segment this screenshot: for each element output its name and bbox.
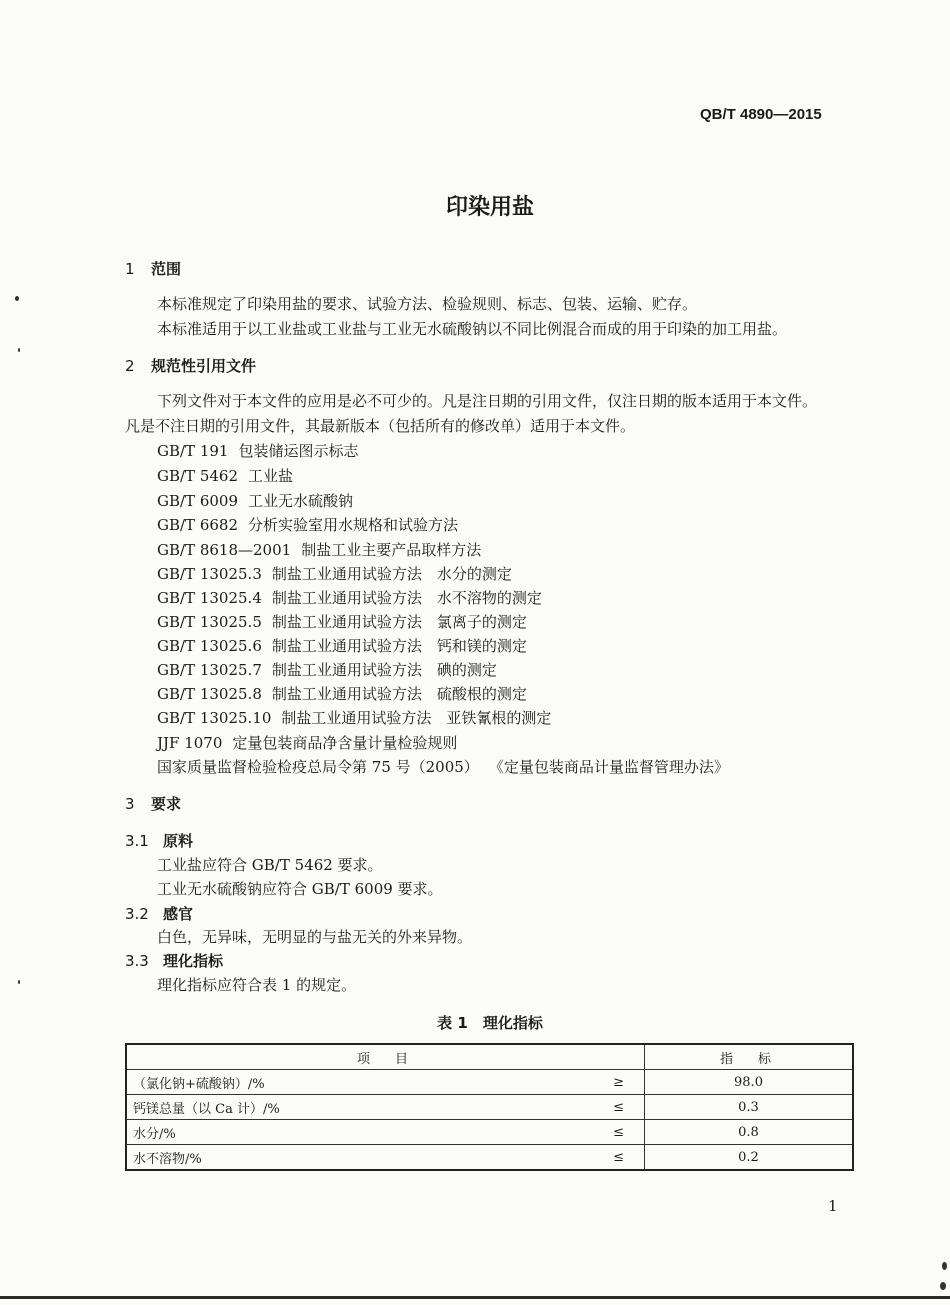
- table-header-value: 指 标: [645, 1044, 854, 1070]
- table-cell-operator: ≥: [508, 1070, 645, 1095]
- section-1-paragraph-2: 本标准适用于以工业盐或工业盐与工业无水硫酸钠以不同比例混合而成的用于印染的加工用盐。: [157, 320, 788, 338]
- reference-item: [157, 635, 527, 656]
- reference-item: [157, 587, 542, 608]
- subsection-number: 3.3: [125, 952, 149, 970]
- physicochemical-table: [125, 1043, 854, 1171]
- section-2-heading: [125, 355, 256, 376]
- reference-item: [157, 611, 527, 632]
- section-number: 3: [125, 795, 135, 813]
- table-caption: 表 1 理化指标: [437, 1014, 543, 1032]
- reference-code: GB/T 13025.4: [157, 589, 262, 607]
- table-cell-value: 0.3: [645, 1095, 854, 1120]
- reference-item: [157, 440, 358, 461]
- table-row: [126, 1095, 853, 1120]
- reference-title: 制盐工业通用试验方法 硫酸根的测定: [271, 685, 527, 703]
- reference-title: 分析实验室用水规格和试验方法: [248, 516, 459, 534]
- scan-speck: [18, 348, 20, 352]
- reference-item: [157, 465, 293, 486]
- table-cell-item: 水不溶物/%: [126, 1145, 508, 1171]
- subsection-number: 3.2: [125, 905, 149, 923]
- table-header-row: [126, 1044, 853, 1070]
- table-cell-operator: ≤: [508, 1145, 645, 1171]
- reference-title: 工业盐: [248, 467, 294, 485]
- reference-code: GB/T 13025.7: [157, 661, 262, 679]
- section-title: 要求: [151, 795, 182, 813]
- reference-item: [157, 563, 512, 584]
- table-cell-operator: ≤: [508, 1120, 645, 1145]
- reference-item: [157, 683, 527, 704]
- reference-code: GB/T 6682: [157, 516, 239, 534]
- subsection-title: 原料: [163, 832, 194, 850]
- subsection-3-2-heading: [125, 903, 193, 924]
- reference-item: [157, 707, 551, 728]
- document-title: 印染用盐: [445, 195, 534, 220]
- reference-title: 制盐工业通用试验方法 水不溶物的测定: [271, 589, 542, 607]
- section-1-heading: [125, 258, 181, 279]
- reference-item: [157, 539, 481, 560]
- reference-title: 制盐工业通用试验方法 钙和镁的测定: [271, 637, 527, 655]
- reference-title: 制盐工业通用试验方法 碘的测定: [271, 661, 497, 679]
- reference-title: 制盐工业通用试验方法 水分的测定: [271, 565, 512, 583]
- reference-title: 《定量包装商品计量监督管理办法》: [488, 758, 729, 776]
- table-row: [126, 1070, 853, 1095]
- reference-title: 工业无水硫酸钠: [248, 492, 354, 510]
- subsection-title: 感官: [163, 905, 194, 923]
- section-3-heading: [125, 793, 181, 814]
- table-row: [126, 1145, 853, 1171]
- reference-title: 制盐工业通用试验方法 氯离子的测定: [271, 613, 527, 631]
- reference-code: 国家质量监督检验检疫总局令第 75 号（2005）: [157, 758, 479, 776]
- reference-code: GB/T 6009: [157, 492, 239, 510]
- scan-speck: [940, 1282, 946, 1290]
- reference-code: GB/T 13025.8: [157, 685, 262, 703]
- scan-edge-line: [0, 1296, 950, 1299]
- reference-title: 包装储运图示标志: [238, 442, 359, 460]
- subsection-3-1-line-2: 工业无水硫酸钠应符合 GB/T 6009 要求。: [157, 880, 443, 898]
- section-title: 范围: [151, 260, 182, 278]
- reference-code: GB/T 13025.10: [157, 709, 272, 727]
- reference-code: GB/T 13025.5: [157, 613, 262, 631]
- table-row: [126, 1120, 853, 1145]
- section-1-paragraph-1: 本标准规定了印染用盐的要求、试验方法、检验规则、标志、包装、运输、贮存。: [157, 295, 698, 313]
- scan-speck: [942, 1262, 947, 1270]
- section-2-intro-line-2: 凡是不注日期的引用文件，其最新版本（包括所有的修改单）适用于本文件。: [125, 417, 636, 435]
- reference-title: 制盐工业主要产品取样方法: [301, 541, 482, 559]
- reference-item: [157, 514, 458, 535]
- table-cell-operator: ≤: [508, 1095, 645, 1120]
- subsection-3-2-line-1: 白色，无异味，无明显的与盐无关的外来异物。: [157, 928, 473, 946]
- reference-item: [157, 732, 457, 753]
- subsection-3-3-heading: [125, 950, 223, 971]
- reference-code: GB/T 191: [157, 442, 229, 460]
- table-cell-value: 98.0: [645, 1070, 854, 1095]
- table-cell-value: 0.2: [645, 1145, 854, 1171]
- subsection-3-1-line-1: 工业盐应符合 GB/T 5462 要求。: [157, 856, 383, 874]
- section-number: 1: [125, 260, 135, 278]
- standard-number: QB/T 4890—2015: [700, 106, 822, 123]
- table-cell-item: 水分/%: [126, 1120, 508, 1145]
- subsection-3-3-line-1: 理化指标应符合表 1 的规定。: [157, 976, 357, 994]
- reference-code: GB/T 5462: [157, 467, 239, 485]
- reference-code: GB/T 13025.3: [157, 565, 262, 583]
- reference-item: [157, 659, 497, 680]
- reference-title: 定量包装商品净含量计量检验规则: [232, 734, 458, 752]
- subsection-title: 理化指标: [163, 952, 224, 970]
- table-cell-value: 0.8: [645, 1120, 854, 1145]
- subsection-3-1-heading: [125, 830, 193, 851]
- table-cell-item: （氯化钠+硫酸钠）/%: [126, 1070, 508, 1095]
- section-title: 规范性引用文件: [151, 357, 257, 375]
- reference-code: JJF 1070: [157, 734, 223, 752]
- subsection-number: 3.1: [125, 832, 149, 850]
- scan-speck: [15, 296, 19, 301]
- reference-item: [157, 756, 729, 777]
- reference-title: 制盐工业通用试验方法 亚铁氰根的测定: [281, 709, 552, 727]
- reference-item: [157, 490, 353, 511]
- scan-speck: [18, 980, 20, 984]
- section-number: 2: [125, 357, 135, 375]
- reference-code: GB/T 8618—2001: [157, 541, 292, 559]
- page-number: 1: [828, 1197, 838, 1215]
- section-2-intro-line-1: 下列文件对于本文件的应用是必不可少的。凡是注日期的引用文件，仅注日期的版本适用于本文件。: [157, 392, 818, 410]
- reference-code: GB/T 13025.6: [157, 637, 262, 655]
- table-cell-item: 钙镁总量（以 Ca 计）/%: [126, 1095, 508, 1120]
- table-header-item: 项 目: [126, 1044, 645, 1070]
